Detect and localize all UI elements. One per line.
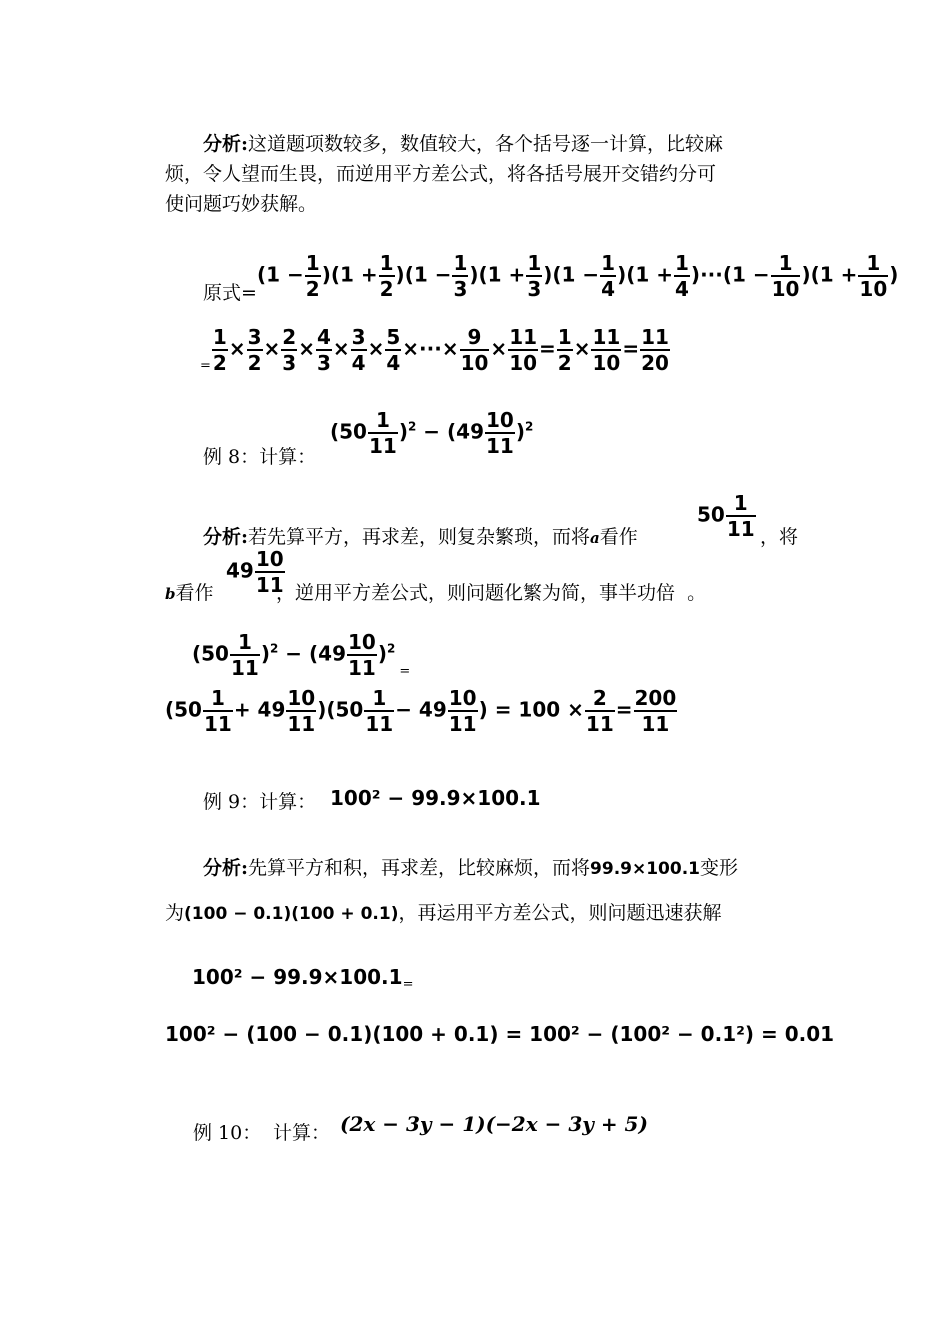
mixed-number-49-10-11: 49 $\frac{10}{11}$ xyxy=(226,547,284,597)
example-9-label: 例 9：计算： xyxy=(203,791,317,813)
analysis-paragraph-2-comma: ，将 xyxy=(760,526,799,548)
original-expression-label: 原式= xyxy=(203,282,257,304)
product-simplification: $_=$ $\frac{1}{2}$ × $\frac{3}{2}$ × $\frac{2}{3}$ × $\frac{4}{3}$ × $\frac{3}{4}$ × $\frac{5}{4}$ ×···× $\frac{9}{10}$ × $\frac{11}{10}$ = $\frac{1}{2}$ × $\frac{11}{10}$ = $\frac{11}{20}$ xyxy=(200,325,669,375)
analysis-paragraph-2-line-2: b看作 xyxy=(165,582,214,604)
example-8-label: 例 8：计算： xyxy=(203,446,317,468)
analysis-paragraph-2-line-1: 分析:若先算平方，再求差，则复杂繁琐，而将a看作 xyxy=(203,526,638,548)
example-10-label: 例 10： xyxy=(193,1122,262,1144)
example-8-solution-rhs: (50 $\frac{1}{11}$ + 49 $\frac{10}{11}$ )(50 $\frac{1}{11}$ − 49 $\frac{10}{11}$ ) = 100 × $\frac{2}{11}$ = $\frac{200}{11}$ xyxy=(165,686,677,736)
example-10-calc-label: 计算： xyxy=(273,1122,331,1144)
example-9-solution-rhs: 100² − (100 − 0.1)(100 + 0.1) = 100² − (100² − 0.1²) = 0.01 xyxy=(165,1022,835,1046)
example-8-solution-lhs: (50 $\frac{1}{11}$ )$^2$ − (49 $\frac{10}{11}$ )$^2_=$ xyxy=(192,630,411,680)
analysis-paragraph-3-line-2: 为(100 − 0.1)(100 + 0.1)，再运用平方差公式，则问题迅速获解 xyxy=(165,902,722,924)
example-10-expression: (2x − 3y − 1)(−2x − 3y + 5) xyxy=(340,1112,648,1136)
analysis-paragraph-1-line-1: 分析:这道题项数较多，数值较大，各个括号逐一计算，比较麻 xyxy=(203,133,724,155)
analysis-paragraph-1-line-2: 烦，令人望而生畏，而逆用平方差公式，将各括号展开交错约分可 xyxy=(165,163,717,185)
product-expression: (1 − $\frac{1}{2}$ )(1 + $\frac{1}{2}$ )(1 − $\frac{1}{3}$ )(1 + $\frac{1}{3}$ )(1 − $\frac{1}{4}$ )(1 + $\frac{1}{4}$ )···(1 − $\frac{1}{10}$ )(1 + $\frac{1}{10}$ ) xyxy=(257,251,899,301)
analysis-paragraph-2-line-2-rest: ，逆用平方差公式，则问题化繁为简，事半功倍 。 xyxy=(276,582,707,604)
analysis-label: 分析: xyxy=(203,133,249,155)
variable-b: b xyxy=(165,585,176,603)
analysis-paragraph-1-line-3: 使问题巧妙获解。 xyxy=(165,193,318,215)
example-9-solution-lhs: $100^2 - 99.9\times 100.1_=$ xyxy=(192,965,414,992)
example-8-expression: (50 $\frac{1}{11}$ )$^2$ − (49 $\frac{10}{11}$ )$^2$ xyxy=(330,408,534,458)
variable-a: a xyxy=(590,529,600,547)
example-9-expression: 100² − 99.9×100.1 xyxy=(330,786,541,810)
analysis-paragraph-3-line-1: 分析:先算平方和积，再求差，比较麻烦，而将99.9×100.1变形 xyxy=(203,857,739,879)
mixed-number-50-1-11: 50 $\frac{1}{11}$ xyxy=(697,491,755,541)
